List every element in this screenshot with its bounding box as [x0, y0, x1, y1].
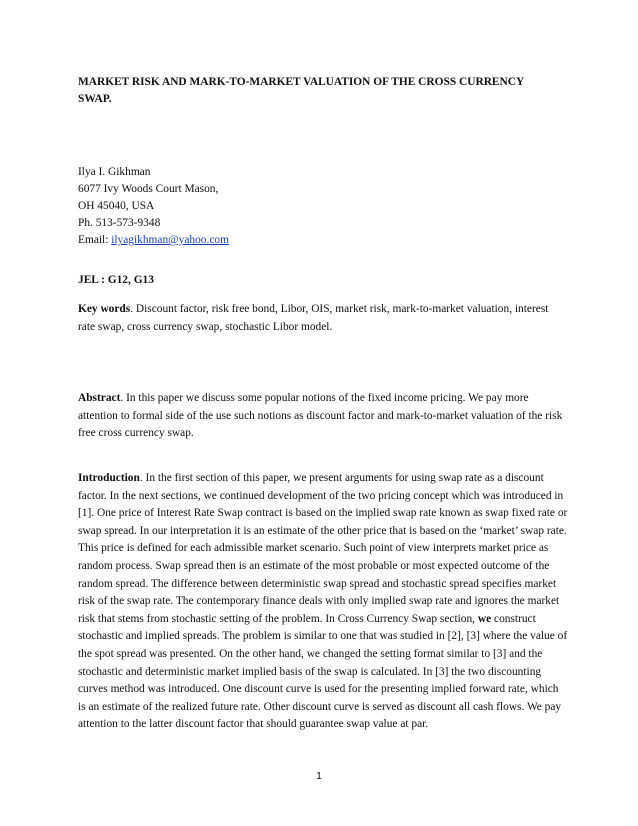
author-phone: Ph. 513-573-9348: [78, 217, 161, 229]
email-link[interactable]: ilyagikhman@yahoo.com: [111, 234, 229, 246]
jel-classification: JEL : G12, G13: [78, 274, 154, 286]
author-name: Ilya I. Gikhman: [78, 166, 151, 178]
author-address-line-1: 6077 Ivy Woods Court Mason,: [78, 183, 219, 195]
page-number: 1: [316, 770, 322, 782]
email-label: Email:: [78, 234, 112, 246]
keywords-label: Key words: [78, 303, 131, 315]
introduction-text-before: . In the first section of this paper, we present arguments for using swap rate as a discount factor. In the next sections, we continued development of the two pricing concept which was introduced in [1]. One price of Interest Rate Swap contract is based on the implied swap rate known as swap fixed rate or swap spread. In our interpretation it is an estimate of the other price that is based on the ‘market’ swap rate. This price is defined for each admissible market scenario. Such point of view interprets market price as random process. Swap spread then is an estimate of the most probable or most expected outcome of the random spread. The difference between deterministic swap spread and stochastic spread specifies market risk of the swap rate. The contemporary finance deals with only implied swap rate and ignores the market risk that stems from stochastic setting of the problem. In Cross Currency Swap section,: [78, 472, 568, 625]
introduction-text-after: construct stochastic and implied spreads. The problem is similar to one that was studied in [2], [3] where the value of the spot spread was presented. On the other hand, we changed the setting format similar to [3] and the stochastic and deterministic market implied basis of the swap is calculated. In [3] the two discounting curves method was introduced. One discount curve is used for the presenting implied forward rate, which is an estimate of the realized future rate. Other discount curve is served as discount all cash flows. We pay attention to the latter discount factor that should guarantee swap value at par.: [78, 612, 568, 731]
author-address-line-2: OH 45040, USA: [78, 200, 155, 212]
introduction-bold-word: we: [477, 612, 492, 625]
paper-title: MARKET RISK AND MARK-TO-MARKET VALUATION OF THE CROSS CURRENCY SWAP.: [78, 76, 524, 105]
abstract-text: . In this paper we discuss some popular notions of the fixed income pricing. We pay more attention to formal side of the use such notions as discount factor and mark-to-market valuation of the risk free cross currency swap.: [78, 392, 563, 440]
introduction-label: Introduction: [78, 472, 140, 484]
abstract-paragraph: [78, 390, 568, 443]
keywords-text: . Discount factor, risk free bond, Libor, OIS, market risk, mark-to-market valuation, interest rate swap, cross currency swap, stochastic Libor model.: [78, 303, 549, 333]
abstract-label: Abstract: [78, 392, 121, 404]
keywords-paragraph: [78, 301, 566, 336]
author-block: [78, 164, 478, 249]
author-email-line: [78, 232, 478, 249]
introduction-paragraph: [78, 470, 568, 734]
